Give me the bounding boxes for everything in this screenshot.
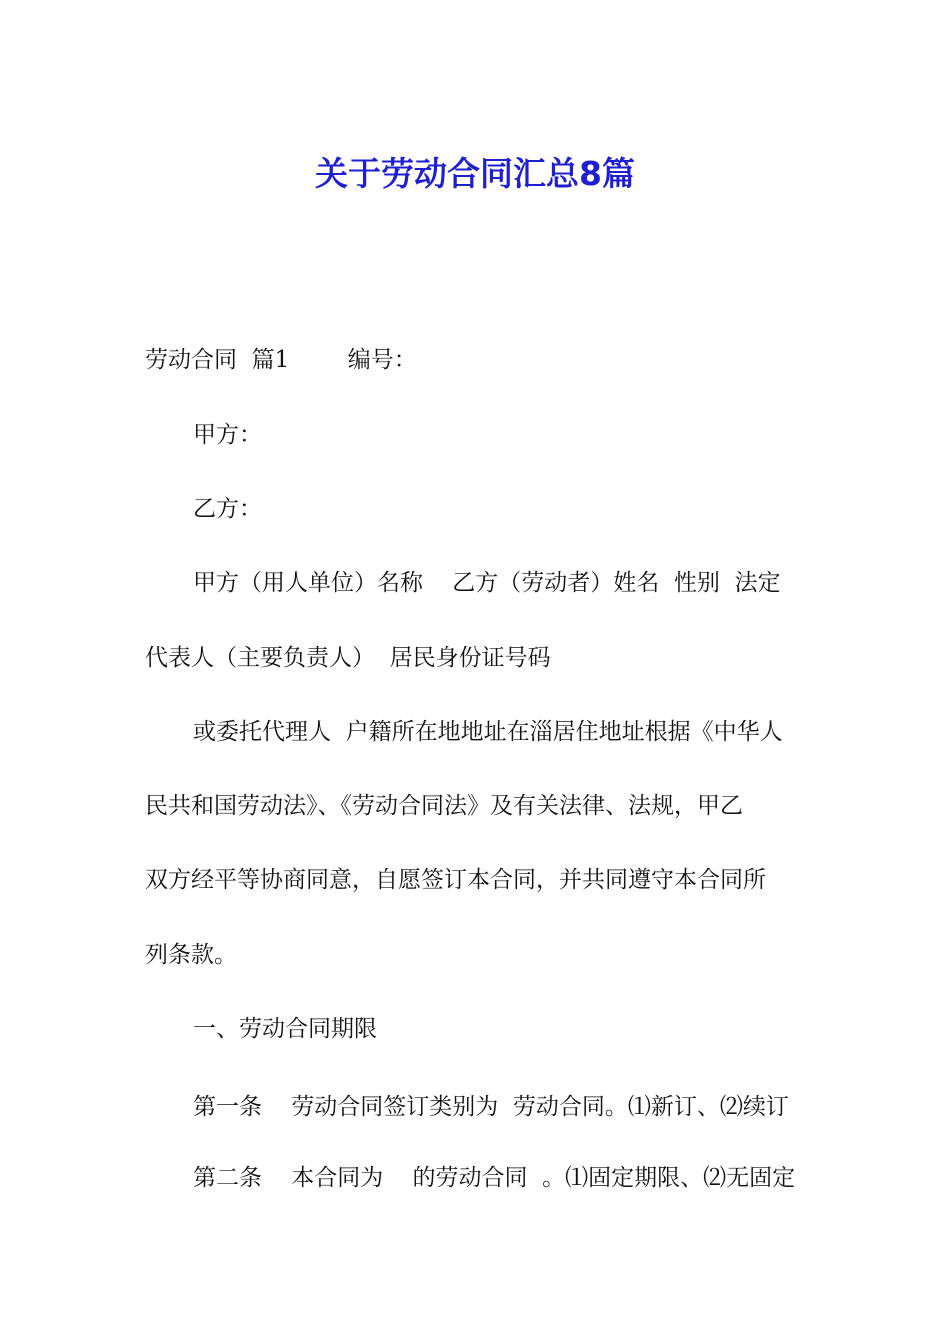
paragraph-line: 或委托代理人 户籍所在地地址在淄居住地址根据《中华人 [193, 719, 783, 745]
document-title: 关于劳动合同汇总8篇 [315, 154, 635, 194]
paragraph-line: 民共和国劳动法》、《劳动合同法》及有关法律、法规，甲乙 [145, 793, 743, 819]
paragraph-line: 双方经平等协商同意，自愿签订本合同，并共同遵守本合同所 [145, 867, 766, 893]
section-heading: 一、劳动合同期限 [193, 1016, 377, 1042]
paragraph-line: 代表人（主要负责人） 居民身份证号码 [145, 645, 551, 671]
contract-heading-line: 劳动合同 篇1 编号： [145, 347, 417, 373]
article-line: 第一条 劳动合同签订类别为 劳动合同。⑴新订、⑵续订 [193, 1094, 789, 1120]
article-line: 第二条 本合同为 的劳动合同 。⑴固定期限、⑵无固定 [193, 1165, 796, 1191]
party-a-line: 甲方： [193, 422, 262, 448]
paragraph-line: 列条款。 [145, 942, 237, 968]
paragraph-line: 甲方（用人单位）名称 乙方（劳动者）姓名 性别 法定 [193, 570, 781, 596]
party-b-line: 乙方： [193, 496, 262, 522]
